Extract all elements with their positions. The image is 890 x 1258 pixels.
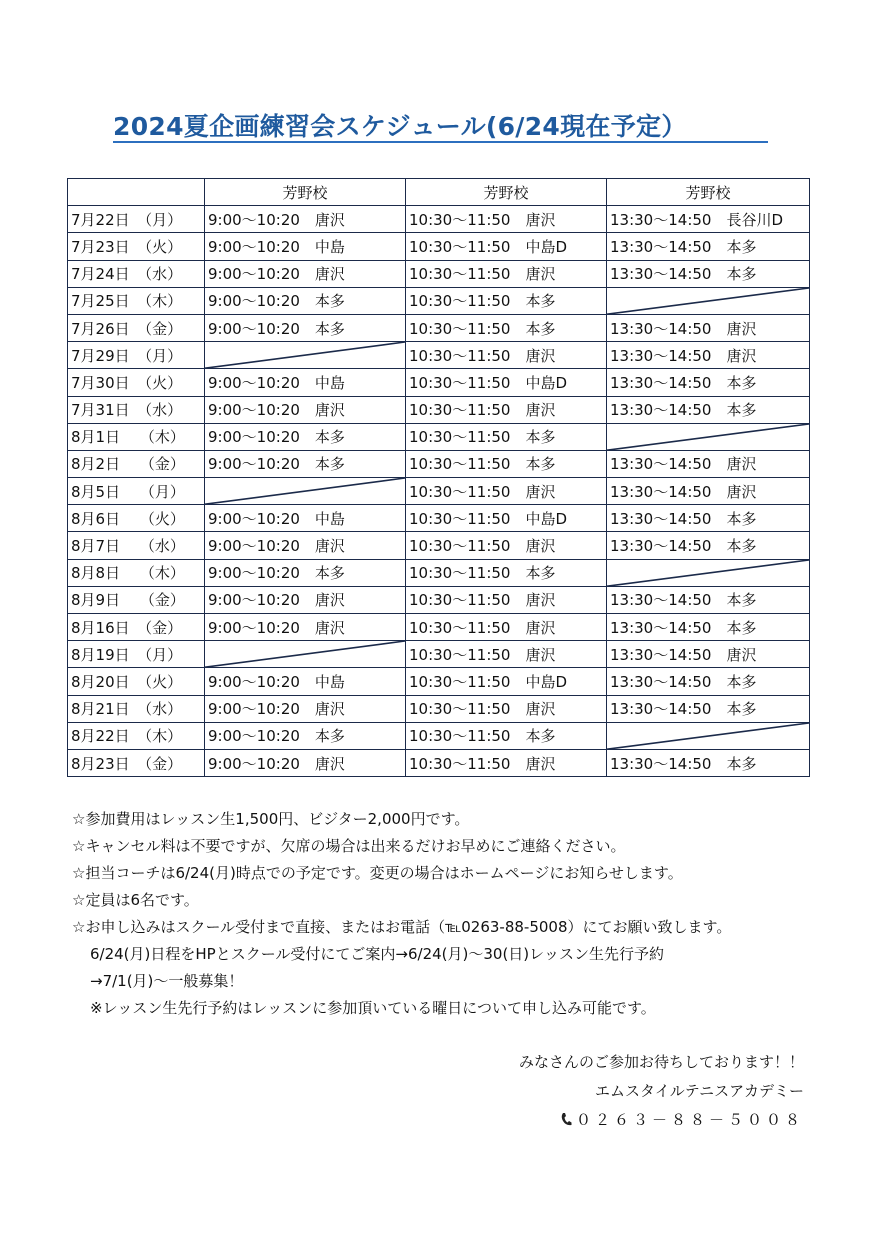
slot3-cell: 13:30～14:50 本多 <box>607 586 810 613</box>
date-cell: 8月19日 （月） <box>68 641 205 668</box>
header-cell-slot2: 芳野校 <box>406 179 607 206</box>
slot2-cell: 10:30～11:50 本多 <box>406 314 607 341</box>
empty-slot-cell <box>607 287 810 314</box>
empty-slot-cell <box>607 722 810 749</box>
table-row <box>68 450 810 477</box>
slot2-cell: 10:30～11:50 中島D <box>406 505 607 532</box>
slot2-cell: 10:30～11:50 唐沢 <box>406 260 607 287</box>
date-cell: 7月23日 （火） <box>68 233 205 260</box>
slot3-cell: 13:30～14:50 唐沢 <box>607 450 810 477</box>
slot3-cell: 13:30～14:50 唐沢 <box>607 342 810 369</box>
slot1-cell: 9:00～10:20 本多 <box>205 559 406 586</box>
date-cell: 7月26日 （金） <box>68 314 205 341</box>
table-row <box>68 287 810 314</box>
note-item: ☆担当コーチは6/24(月)時点での予定です。変更の場合はホームページにお知らせします。 <box>72 864 683 882</box>
slot1-cell: 9:00～10:20 唐沢 <box>205 749 406 776</box>
table-row <box>68 614 810 641</box>
page-title: 2024夏企画練習会スケジュール(6/24現在予定） <box>113 112 687 141</box>
empty-slot-slash <box>607 288 809 314</box>
slot1-cell: 9:00～10:20 唐沢 <box>205 614 406 641</box>
academy-name: エムスタイルテニスアカデミー <box>595 1082 804 1100</box>
table-row <box>68 314 810 341</box>
slot1-cell: 9:00～10:20 唐沢 <box>205 260 406 287</box>
table-row <box>68 369 810 396</box>
table-row <box>68 559 810 586</box>
slot3-cell: 13:30～14:50 本多 <box>607 695 810 722</box>
slot3-cell: 13:30～14:50 本多 <box>607 749 810 776</box>
slot3-cell: 13:30～14:50 本多 <box>607 614 810 641</box>
slot2-cell: 10:30～11:50 中島D <box>406 369 607 396</box>
table-row <box>68 396 810 423</box>
note-item: →7/1(月)～一般募集！ <box>90 972 244 990</box>
date-cell: 7月29日 （月） <box>68 342 205 369</box>
slot2-cell: 10:30～11:50 唐沢 <box>406 586 607 613</box>
date-cell: 8月21日 （水） <box>68 695 205 722</box>
note-item: ☆お申し込みはスクール受付まで直接、またはお電話（℡0263-88-5008）にてお願い致します。 <box>72 918 732 936</box>
title-underline <box>113 141 768 143</box>
slot1-cell: 9:00～10:20 本多 <box>205 722 406 749</box>
slot3-cell: 13:30～14:50 本多 <box>607 369 810 396</box>
date-cell: 7月30日 （火） <box>68 369 205 396</box>
slot2-cell: 10:30～11:50 唐沢 <box>406 532 607 559</box>
slot2-cell: 10:30～11:50 本多 <box>406 287 607 314</box>
table-row <box>68 233 810 260</box>
slot1-cell: 9:00～10:20 本多 <box>205 287 406 314</box>
slot1-cell: 9:00～10:20 唐沢 <box>205 586 406 613</box>
empty-slot-slash <box>205 342 405 368</box>
slot1-cell: 9:00～10:20 中島 <box>205 369 406 396</box>
date-cell: 8月7日 （水） <box>68 532 205 559</box>
slot3-cell: 13:30～14:50 本多 <box>607 260 810 287</box>
slot3-cell: 13:30～14:50 本多 <box>607 233 810 260</box>
table-row <box>68 478 810 505</box>
slot2-cell: 10:30～11:50 中島D <box>406 668 607 695</box>
table-row <box>68 423 810 450</box>
table-header-row <box>68 179 810 206</box>
slot1-cell: 9:00～10:20 唐沢 <box>205 206 406 233</box>
slot2-cell: 10:30～11:50 唐沢 <box>406 614 607 641</box>
empty-slot-slash <box>205 641 405 667</box>
slot1-cell: 9:00～10:20 本多 <box>205 423 406 450</box>
closing-section <box>519 1048 804 1135</box>
table-row <box>68 641 810 668</box>
slot2-cell: 10:30～11:50 本多 <box>406 450 607 477</box>
slot2-cell: 10:30～11:50 本多 <box>406 423 607 450</box>
note-item: ☆キャンセル料は不要ですが、欠席の場合は出来るだけお早めにご連絡ください。 <box>72 837 626 855</box>
slot1-cell: 9:00～10:20 本多 <box>205 314 406 341</box>
slot2-cell: 10:30～11:50 唐沢 <box>406 641 607 668</box>
slot2-cell: 10:30～11:50 唐沢 <box>406 695 607 722</box>
slot2-cell: 10:30～11:50 本多 <box>406 722 607 749</box>
slot1-cell: 9:00～10:20 中島 <box>205 233 406 260</box>
empty-slot-cell <box>607 559 810 586</box>
note-item: ※レッスン生先行予約はレッスンに参加頂いている曜日について申し込み可能です。 <box>90 999 656 1017</box>
header-cell-slot3: 芳野校 <box>607 179 810 206</box>
slot3-cell: 13:30～14:50 唐沢 <box>607 314 810 341</box>
date-cell: 7月24日 （水） <box>68 260 205 287</box>
closing-message: みなさんのご参加お待ちしております！！ <box>518 1053 804 1071</box>
slot2-cell: 10:30～11:50 唐沢 <box>406 478 607 505</box>
slot1-cell: 9:00～10:20 中島 <box>205 668 406 695</box>
empty-slot-cell <box>205 641 406 668</box>
slot1-cell: 9:00～10:20 唐沢 <box>205 695 406 722</box>
date-cell: 8月20日 （火） <box>68 668 205 695</box>
empty-slot-slash <box>607 424 809 450</box>
date-cell: 8月1日 （木） <box>68 423 205 450</box>
notes-section <box>72 806 872 1022</box>
table-row <box>68 695 810 722</box>
date-cell: 8月2日 （金） <box>68 450 205 477</box>
date-cell: 7月22日 （月） <box>68 206 205 233</box>
table-row <box>68 668 810 695</box>
phone-line <box>519 1106 804 1135</box>
slot1-cell: 9:00～10:20 本多 <box>205 450 406 477</box>
slot3-cell: 13:30～14:50 本多 <box>607 668 810 695</box>
table-row <box>68 749 810 776</box>
date-cell: 8月6日 （火） <box>68 505 205 532</box>
table-row <box>68 260 810 287</box>
empty-slot-slash <box>607 560 809 586</box>
slot2-cell: 10:30～11:50 中島D <box>406 233 607 260</box>
empty-slot-slash <box>607 723 809 749</box>
empty-slot-cell <box>607 423 810 450</box>
empty-slot-cell <box>205 478 406 505</box>
date-cell: 8月16日 （金） <box>68 614 205 641</box>
slot2-cell: 10:30～11:50 唐沢 <box>406 342 607 369</box>
header-cell-slot1: 芳野校 <box>205 179 406 206</box>
date-cell: 8月22日 （木） <box>68 722 205 749</box>
schedule-body <box>68 206 810 777</box>
schedule-table <box>67 178 810 777</box>
slot1-cell: 9:00～10:20 唐沢 <box>205 532 406 559</box>
note-item: ☆定員は6名です。 <box>72 891 199 909</box>
table-row <box>68 342 810 369</box>
header-cell-date <box>68 179 205 206</box>
slot2-cell: 10:30～11:50 唐沢 <box>406 206 607 233</box>
note-item: 6/24(月)日程をHPとスクール受付にてご案内→6/24(月)～30(日)レッスン生先行予約 <box>90 945 665 963</box>
slot3-cell: 13:30～14:50 本多 <box>607 396 810 423</box>
slot3-cell: 13:30～14:50 本多 <box>607 505 810 532</box>
table-row <box>68 505 810 532</box>
slot3-cell: 13:30～14:50 本多 <box>607 532 810 559</box>
phone-number: ０２６３－８８－５００８ <box>575 1111 804 1129</box>
date-cell: 7月25日 （木） <box>68 287 205 314</box>
slot3-cell: 13:30～14:50 唐沢 <box>607 478 810 505</box>
empty-slot-slash <box>205 478 405 504</box>
phone-icon <box>560 1112 572 1127</box>
slot1-cell: 9:00～10:20 中島 <box>205 505 406 532</box>
slot3-cell: 13:30～14:50 長谷川D <box>607 206 810 233</box>
date-cell: 8月5日 （月） <box>68 478 205 505</box>
date-cell: 8月23日 （金） <box>68 749 205 776</box>
date-cell: 7月31日 （水） <box>68 396 205 423</box>
table-row <box>68 206 810 233</box>
slot3-cell: 13:30～14:50 唐沢 <box>607 641 810 668</box>
table-row <box>68 532 810 559</box>
slot2-cell: 10:30～11:50 唐沢 <box>406 396 607 423</box>
slot1-cell: 9:00～10:20 唐沢 <box>205 396 406 423</box>
table-row <box>68 722 810 749</box>
table-row <box>68 586 810 613</box>
slot2-cell: 10:30～11:50 唐沢 <box>406 749 607 776</box>
empty-slot-cell <box>205 342 406 369</box>
date-cell: 8月8日 （木） <box>68 559 205 586</box>
slot2-cell: 10:30～11:50 本多 <box>406 559 607 586</box>
note-item: ☆参加費用はレッスン生1,500円、ビジター2,000円です。 <box>72 810 470 828</box>
date-cell: 8月9日 （金） <box>68 586 205 613</box>
